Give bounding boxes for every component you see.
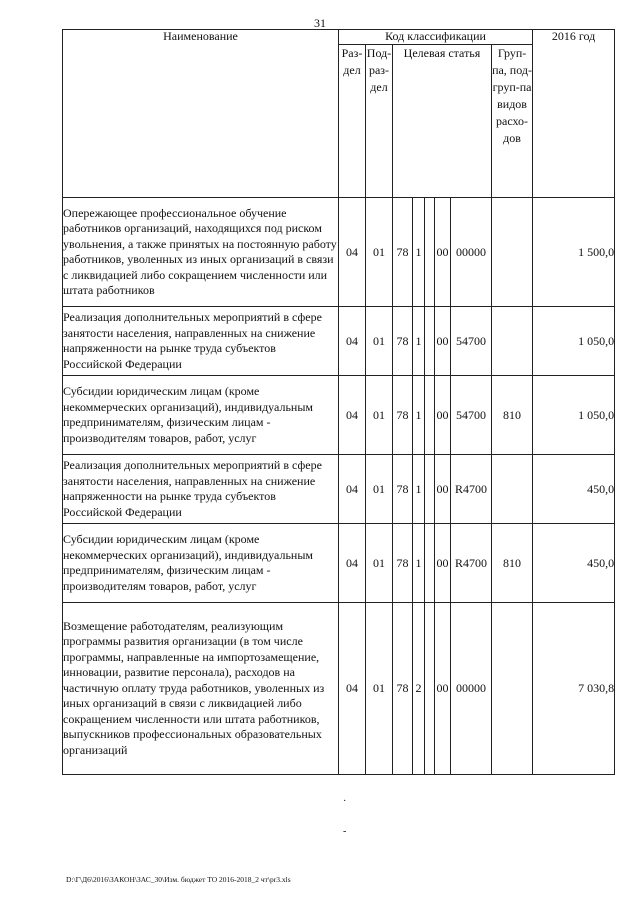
row-amount: 1 050,0 [533,376,615,455]
row-section: 04 [339,198,366,307]
budget-table [62,29,615,775]
row-target-5: 00000 [451,198,492,307]
row-group [492,603,533,775]
row-amount: 7 030,8 [533,603,615,775]
row-target-1: 78 [393,603,413,775]
row-target-3 [425,603,435,775]
table-row [63,455,615,524]
row-amount: 450,0 [533,455,615,524]
row-target-4: 00 [435,455,451,524]
row-target-4: 00 [435,603,451,775]
header-name: Наименование [63,30,339,198]
row-subsection: 01 [366,307,393,376]
row-section: 04 [339,603,366,775]
table-row [63,307,615,376]
row-target-4: 00 [435,524,451,603]
row-target-3 [425,524,435,603]
header-year: 2016 год [533,30,615,198]
row-section: 04 [339,376,366,455]
row-subsection: 01 [366,603,393,775]
table-row [63,198,615,307]
row-name: Возмещение работодателям, реализующим программы развития организации (в том числе программы, направленные на импортозамещение, инновации, развитие персонала), расходов на частичную оплату труда работников, уволенных из иных организаций в связи с ликвидацией либо сокращением численности или штата работников, выпускников профессиональных образовательных организаций [63,603,339,775]
row-target-3 [425,455,435,524]
row-section: 04 [339,524,366,603]
table-row [63,603,615,775]
row-target-2: 1 [413,376,425,455]
row-target-2: 1 [413,198,425,307]
header-subsection: Под-раз-дел [366,45,393,198]
row-section: 04 [339,455,366,524]
row-target-5: R4700 [451,455,492,524]
row-name: Опережающее профессиональное обучение работников организаций, находящихся под риском увольнения, а также принятых на постоянную работу работников, уволенных из иных организаций в связи с ликвидацией либо сокращением численности или штата работников [63,198,339,307]
row-target-4: 00 [435,307,451,376]
scan-dot: · [343,796,347,807]
row-target-5: 00000 [451,603,492,775]
header-section: Раз-дел [339,45,366,198]
row-subsection: 01 [366,455,393,524]
row-group: 810 [492,524,533,603]
table-row [63,376,615,455]
row-amount: 1 500,0 [533,198,615,307]
row-target-3 [425,198,435,307]
row-group [492,455,533,524]
row-group: 810 [492,376,533,455]
row-section: 04 [339,307,366,376]
row-target-5: R4700 [451,524,492,603]
row-subsection: 01 [366,376,393,455]
row-name: Реализация дополнительных мероприятий в сфере занятости населения, направленных на снижение напряженности на рынке труда субъектов Российской Федерации [63,455,339,524]
row-name: Реализация дополнительных мероприятий в сфере занятости населения, направленных на снижение напряженности на рынке труда субъектов Российской Федерации [63,307,339,376]
row-target-1: 78 [393,376,413,455]
row-target-2: 1 [413,307,425,376]
row-subsection: 01 [366,198,393,307]
header-expense-group: Груп-па, под-груп-па видов расхо-дов [492,45,533,198]
row-amount: 1 050,0 [533,307,615,376]
header-target-article: Целевая статья [393,45,492,198]
row-target-5: 54700 [451,376,492,455]
row-target-5: 54700 [451,307,492,376]
row-group [492,198,533,307]
row-name: Субсидии юридическим лицам (кроме некоммерческих организаций), индивидуальным предпринимателям, физическим лицам - производителям товаров, работ, услуг [63,524,339,603]
row-subsection: 01 [366,524,393,603]
footer-file-path: D:\Г\Д6\2016\ЗАКОН\ЗАС_30\Изм. бюджет ТО 2016-2018_2 чт\pr3.xls [66,875,291,884]
row-amount: 450,0 [533,524,615,603]
row-target-1: 78 [393,524,413,603]
table-row [63,524,615,603]
row-target-4: 00 [435,198,451,307]
scan-dot: - [343,826,347,837]
page-number: 31 [314,16,326,30]
row-target-2: 1 [413,524,425,603]
row-target-3 [425,307,435,376]
row-target-1: 78 [393,307,413,376]
header-classification: Код классификации [339,30,533,45]
row-target-2: 1 [413,455,425,524]
row-target-3 [425,376,435,455]
row-target-2: 2 [413,603,425,775]
row-name: Субсидии юридическим лицам (кроме некоммерческих организаций), индивидуальным предпринимателям, физическим лицам - производителям товаров, работ, услуг [63,376,339,455]
row-group [492,307,533,376]
row-target-4: 00 [435,376,451,455]
row-target-1: 78 [393,198,413,307]
row-target-1: 78 [393,455,413,524]
